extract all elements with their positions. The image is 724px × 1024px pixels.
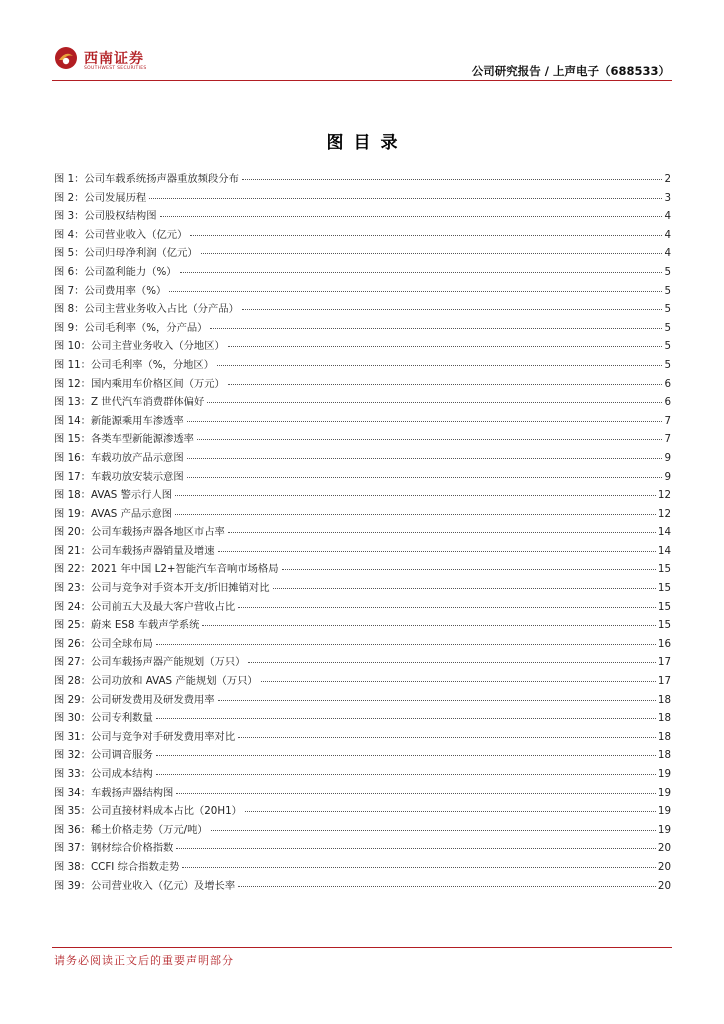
toc-leader-dots (176, 793, 656, 794)
toc-entry-label: 图 9：公司毛利率（%，分产品） (54, 321, 208, 334)
toc-entry-label: 图 2：公司发展历程 (54, 191, 147, 204)
toc-entry[interactable] (54, 560, 671, 579)
toc-entry-label: 图 25：蔚来 ES8 车载声学系统 (54, 619, 200, 632)
toc-entry-label: 图 26：公司全球布局 (54, 637, 153, 650)
toc-leader-dots (238, 607, 656, 608)
toc-entry[interactable] (54, 226, 671, 245)
toc-entry-label: 图 12：国内乘用车价格区间（万元） (54, 377, 225, 390)
toc-entry[interactable] (54, 170, 671, 189)
toc-entry[interactable] (54, 709, 671, 728)
toc-entry[interactable] (54, 839, 671, 858)
logo-english-name: SOUTHWEST SECURITIES (84, 66, 147, 71)
toc-leader-dots (169, 291, 662, 292)
toc-leader-dots (228, 384, 663, 385)
toc-entry[interactable] (54, 598, 671, 617)
toc-entry-page: 19 (657, 823, 671, 836)
toc-leader-dots (218, 551, 656, 552)
toc-entry-page: 6 (664, 396, 671, 409)
toc-entry[interactable] (54, 523, 671, 542)
toc-entry-label: 图 32：公司调音服务 (54, 749, 153, 762)
toc-entry-label: 图 36：稀土价格走势（万元/吨） (54, 823, 208, 836)
toc-entry-label: 图 7：公司费用率（%） (54, 284, 167, 297)
toc-leader-dots (228, 346, 663, 347)
toc-leader-dots (242, 309, 663, 310)
toc-leader-dots (201, 253, 663, 254)
header-divider (52, 80, 672, 81)
figure-table-of-contents (54, 170, 671, 895)
toc-entry-label: 图 24：公司前五大及最大客户营收占比 (54, 600, 236, 613)
toc-entry[interactable] (54, 802, 671, 821)
toc-entry-page: 9 (664, 451, 671, 464)
toc-entry-page: 3 (664, 191, 671, 204)
toc-entry-page: 9 (664, 470, 671, 483)
footer-divider (52, 947, 672, 948)
toc-entry-label: 图 27：公司车载扬声器产能规划（万只） (54, 656, 246, 669)
toc-entry[interactable] (54, 356, 671, 375)
toc-entry-label: 图 34：车载扬声器结构图 (54, 786, 174, 799)
toc-entry[interactable] (54, 746, 671, 765)
toc-entry-label: 图 33：公司成本结构 (54, 768, 153, 780)
toc-entry-page: 19 (657, 786, 671, 799)
toc-entry[interactable] (54, 728, 671, 747)
toc-leader-dots (245, 811, 656, 812)
toc-entry-label: 图 38：CCFI 综合指数走势 (54, 860, 180, 873)
toc-entry-page: 4 (664, 228, 671, 241)
toc-entry-page: 20 (657, 842, 671, 855)
toc-entry-page: 20 (657, 879, 671, 892)
toc-entry-page: 5 (664, 358, 671, 371)
report-title: 公司研究报告 / 上声电子（688533） (471, 64, 670, 78)
toc-entry-page: 15 (657, 619, 671, 632)
toc-entry[interactable] (54, 412, 671, 431)
toc-entry-page: 18 (657, 730, 671, 743)
toc-leader-dots (217, 365, 662, 366)
toc-leader-dots (248, 662, 655, 663)
toc-leader-dots (175, 514, 656, 515)
toc-entry-page: 4 (664, 210, 671, 223)
toc-leader-dots (273, 588, 656, 589)
toc-entry-page: 5 (664, 340, 671, 353)
toc-title: 图目录 (326, 133, 408, 153)
toc-entry-page: 5 (664, 303, 671, 316)
toc-leader-dots (261, 681, 656, 682)
toc-leader-dots (282, 569, 656, 570)
toc-entry[interactable] (54, 189, 671, 208)
toc-entry-label: 图 39：公司营业收入（亿元）及增长率 (54, 879, 236, 892)
toc-entry[interactable] (54, 337, 671, 356)
toc-entry[interactable] (54, 430, 671, 449)
toc-entry[interactable] (54, 672, 671, 691)
toc-leader-dots (160, 216, 663, 217)
toc-entry-label: 图 28：公司功放和 AVAS 产能规划（万只） (54, 675, 258, 688)
toc-entry[interactable] (54, 244, 671, 263)
logo-emblem-icon (54, 46, 78, 70)
toc-entry[interactable] (54, 505, 671, 524)
toc-leader-dots (156, 755, 656, 756)
toc-entry-page: 15 (657, 600, 671, 613)
toc-entry-page: 14 (657, 526, 671, 539)
toc-leader-dots (187, 421, 663, 422)
toc-leader-dots (228, 532, 656, 533)
toc-entry-page: 5 (664, 321, 671, 334)
toc-entry[interactable] (54, 579, 671, 598)
toc-entry-label: 图 6：公司盈利能力（%） (54, 265, 177, 278)
toc-entry-page: 4 (664, 247, 671, 260)
toc-leader-dots (197, 439, 663, 440)
toc-leader-dots (210, 328, 662, 329)
toc-leader-dots (182, 867, 656, 868)
toc-entry-label: 图 29：公司研发费用及研发费用率 (54, 693, 215, 706)
toc-entry[interactable] (54, 877, 671, 896)
toc-entry-label: 图 8：公司主营业务收入占比（分产品） (54, 303, 239, 316)
toc-leader-dots (180, 272, 663, 273)
toc-entry[interactable] (54, 282, 671, 301)
toc-leader-dots (176, 848, 656, 849)
toc-entry-page: 20 (657, 860, 671, 873)
toc-entry-label: 图 20：公司车载扬声器各地区市占率 (54, 526, 225, 539)
toc-entry-page: 6 (664, 377, 671, 390)
toc-entry-label: 图 30：公司专利数量 (54, 712, 153, 725)
toc-entry-label: 图 37：钢材综合价格指数 (54, 842, 174, 855)
toc-leader-dots (238, 886, 656, 887)
toc-entry-page: 18 (657, 712, 671, 725)
toc-entry-page: 15 (657, 563, 671, 576)
company-logo (54, 44, 154, 76)
toc-leader-dots (187, 458, 663, 459)
toc-entry-label: 图 1：公司车载系统扬声器重放频段分布 (54, 173, 239, 185)
toc-entry-label: 图 31：公司与竞争对手研发费用率对比 (54, 730, 236, 743)
toc-entry-label: 图 17：车载功放安装示意图 (54, 470, 184, 483)
toc-entry[interactable] (54, 821, 671, 840)
toc-entry[interactable] (54, 635, 671, 654)
toc-entry[interactable] (54, 616, 671, 635)
toc-entry-label: 图 19：AVAS 产品示意图 (54, 507, 173, 520)
toc-leader-dots (156, 718, 656, 719)
toc-entry-page: 18 (657, 693, 671, 706)
toc-entry-page: 15 (657, 582, 671, 595)
toc-entry[interactable] (54, 449, 671, 468)
toc-entry[interactable] (54, 858, 671, 877)
toc-entry[interactable] (54, 542, 671, 561)
toc-entry-label: 图 23：公司与竞争对手资本开支/折旧摊销对比 (54, 582, 270, 595)
toc-leader-dots (190, 235, 662, 236)
toc-entry-page: 7 (664, 433, 671, 446)
toc-entry-page: 19 (657, 768, 671, 780)
toc-leader-dots (156, 774, 656, 775)
toc-entry-page: 12 (657, 507, 671, 520)
toc-entry-label: 图 22：2021 年中国 L2+智能汽车音响市场格局 (54, 563, 279, 576)
toc-leader-dots (156, 644, 656, 645)
toc-entry[interactable] (54, 207, 671, 226)
footer-disclaimer: 请务必阅读正文后的重要声明部分 (54, 954, 234, 967)
toc-entry-label: 图 35：公司直接材料成本占比（20H1） (54, 805, 242, 818)
toc-leader-dots (175, 495, 656, 496)
toc-leader-dots (207, 402, 662, 403)
toc-entry[interactable] (54, 653, 671, 672)
toc-entry-page: 5 (664, 284, 671, 297)
toc-entry[interactable] (54, 375, 671, 394)
toc-leader-dots (211, 830, 656, 831)
toc-leader-dots (187, 477, 663, 478)
toc-entry[interactable] (54, 468, 671, 487)
logo-chinese-name: 西南证券 (84, 51, 144, 67)
toc-entry-label: 图 16：车载功放产品示意图 (54, 451, 184, 464)
toc-entry[interactable] (54, 300, 671, 319)
toc-entry-label: 图 4：公司营业收入（亿元） (54, 228, 188, 241)
toc-leader-dots (202, 625, 655, 626)
toc-entry[interactable] (54, 263, 671, 282)
toc-entry-label: 图 14：新能源乘用车渗透率 (54, 414, 184, 427)
toc-entry-label: 图 10：公司主营业务收入（分地区） (54, 340, 225, 353)
toc-entry-label: 图 15：各类车型新能源渗透率 (54, 433, 194, 446)
toc-entry-page: 2 (664, 173, 671, 185)
toc-leader-dots (238, 737, 656, 738)
toc-entry-label: 图 21：公司车载扬声器销量及增速 (54, 544, 215, 557)
toc-entry-label: 图 5：公司归母净利润（亿元） (54, 247, 198, 260)
toc-entry[interactable] (54, 765, 671, 784)
toc-entry-page: 14 (657, 544, 671, 557)
toc-entry-label: 图 18：AVAS 警示行人图 (54, 489, 173, 502)
toc-leader-dots (218, 700, 656, 701)
toc-entry-page: 19 (657, 805, 671, 818)
toc-entry[interactable] (54, 319, 671, 338)
toc-leader-dots (242, 179, 663, 180)
toc-entry-page: 16 (657, 637, 671, 650)
toc-entry-page: 5 (664, 265, 671, 278)
toc-entry-label: 图 13：Z 世代汽车消费群体偏好 (54, 396, 205, 409)
toc-entry-page: 7 (664, 414, 671, 427)
toc-entry-label: 图 3：公司股权结构图 (54, 210, 157, 223)
toc-entry[interactable] (54, 784, 671, 803)
toc-entry-page: 17 (657, 656, 671, 669)
toc-entry[interactable] (54, 393, 671, 412)
toc-entry[interactable] (54, 486, 671, 505)
toc-entry-page: 17 (657, 675, 671, 688)
toc-leader-dots (149, 198, 662, 199)
toc-entry-label: 图 11：公司毛利率（%，分地区） (54, 358, 215, 371)
toc-entry[interactable] (54, 691, 671, 710)
toc-entry-page: 18 (657, 749, 671, 762)
toc-entry-page: 12 (657, 489, 671, 502)
